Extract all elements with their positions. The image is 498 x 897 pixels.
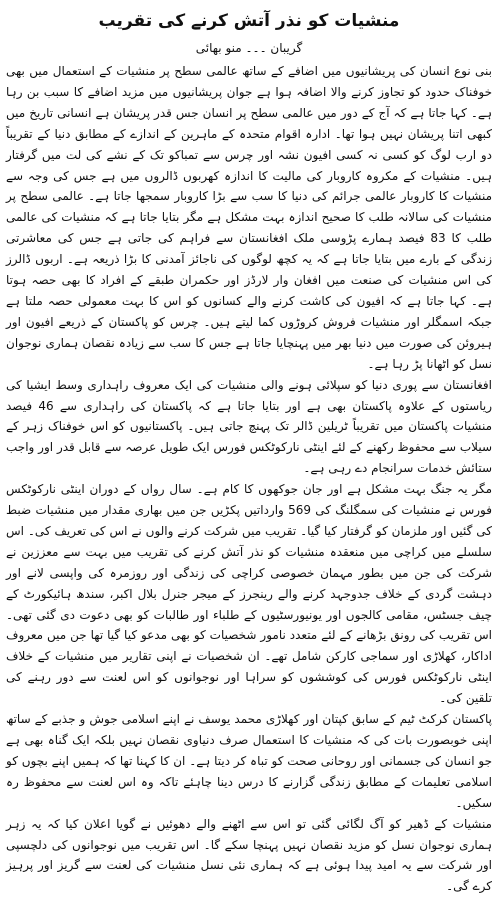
article-paragraph: بنی نوع انسان کی پریشانیوں میں اضافے کے ساتھ عالمی سطح پر منشیات کے استعمال میں بھی خوفناک حدود کو تجاوز کرنے والا اضافہ ہوا ہے جوان پریشانیوں میں مزید اضافے کا سبب بن رہا ہے۔ کہا جاتا ہے کہ آج کے دور میں عالمی سطح پر انسان جس قدر پریشان ہے انسانی تاریخ میں کبھی اتنا پریشان نہیں ہوا تھا۔ ادارہ اقوام متحدہ کے ماہرین کے اندازے کے مطابق دنیا کے تقریباً دو ارب لوگ کو کسی نہ کسی افیون نشہ اور چرس سے تمباکو تک کے نشے کی لت میں گرفتار ہیں۔ منشیات کے مکروہ کاروبار کی مالیت کا اندازہ کھربوں ڈالروں میں ہے جس کی وجہ سے منشیات کا کاروبار عالمی جرائم کی دنیا کا سب سے بڑا کاروبار سمجھا جاتا ہے۔ عالمی سطح پر منشیات کی سالانہ طلب کا صحیح اندازہ بہت مشکل ہے مگر بتایا جاتا ہے کہ منشیات کی عالمی طلب کا 83 فیصد ہمارے پڑوسی ملک افغانستان سے فراہم کی جاتی ہے جس کی معاشرتی زندگی کے بارے میں بتایا جاتا ہے کہ یہ کچھ لوگوں کی ناجائز آمدنی کا بڑا ذریعہ ہے۔ اربوں ڈالرز کی اس منشیات کی صنعت میں افغان وار لارڈز اور حکمران طبقے کے افراد کا بھی حصہ ہوتا ہے۔ کہا جاتا ہے کہ افیون کی کاشت کرنے والے کسانوں کو اس کا بہت معمولی حصہ ملتا ہے جبکہ اسمگلر اور منشیات فروش کروڑوں کما لیتے ہیں۔ چرس کو پاکستان کے ذریعے افیون اور ہیروئن کی صورت میں دنیا بھر میں پہنچایا جاتا ہے جس کا سب سے زیادہ نقصان ہماری نوجوان نسل کو اٹھانا پڑ رہا ہے۔ — [6, 64, 492, 371]
article-paragraph: مگر یہ جنگ بہت مشکل ہے اور جان جوکھوں کا کام ہے۔ سال رواں کے دوران اینٹی نارکوٹکس فورس نے منشیات کی سمگلنگ کی 569 وارداتیں پکڑیں جن میں بھاری مقدار میں منشیات ضبط کی گئیں اور ملزمان کو گرفتار کیا گیا۔ تقریب میں شرکت کرنے والوں نے اس کی تعریف کی۔ اس سلسلے میں کراچی میں منعقدہ منشیات کو نذر آتش کرنے کی تقریب میں بہت سے معززین نے شرکت کی جن میں بطور مہمان خصوصی کراچی کی زندگی اور روزمرہ کی واپسی لانے اور دہشت گردی کے خلاف جدوجہد کرنے والے رینجرز کے میجر جنرل بلال اکبر، سندھ ہائیکورٹ کے چیف جسٹس، مقامی کالجوں اور یونیورسٹیوں کے طلباء اور طالبات کو بھی دعوت دی گئی تھی۔ اس تقریب کی رونق بڑھانے کے لئے متعدد نامور شخصیات کو بھی مدعو کیا گیا تھا جن میں معروف اداکار، کھلاڑی اور سماجی کارکن شامل تھے۔ ان شخصیات نے اپنی تقاریر میں منشیات کے خلاف اینٹی نارکوٹکس فورس کی کوششوں کو سراہا اور نوجوانوں کو اس لعنت سے دور رہنے کی تلقین کی۔ — [6, 482, 492, 706]
article-paragraph: پاکستان کرکٹ ٹیم کے سابق کپتان اور کھلاڑی محمد یوسف نے اپنے اسلامی جوش و جذبے کے ساتھ اپنی خوبصورت بات کی کہ منشیات کا استعمال صرف دنیاوی نقصان نہیں بلکہ ایک گناہ بھی ہے جو انسان کی جسمانی اور روحانی صحت کو تباہ کر دیتا ہے۔ ان کا کہنا تھا کہ ہمیں اپنے بچوں کو اسلامی تعلیمات کے مطابق زندگی گزارنے کا درس دینا چاہئے تاکہ وہ اس لعنت سے محفوظ رہ سکیں۔ — [6, 712, 492, 810]
article-body — [6, 61, 492, 897]
article-title: منشیات کو نذر آتش کرنے کی تقریب — [98, 11, 400, 31]
article-byline: گریبان ۔۔۔ منو بھائی — [195, 41, 303, 55]
article-paragraph: افغانستان سے پوری دنیا کو سپلائی ہونے والی منشیات کی ایک معروف راہداری وسط ایشیا کی ریاستوں کے علاوہ پاکستان بھی ہے اور بتایا جاتا ہے کہ پاکستان کی راہداری سے 46 فیصد منشیات پاکستان میں تقریباً ٹریلین ڈالر تک پہنچ جاتی ہیں۔ پاکستانیوں کو اس خوفناک زہر کے سیلاب سے محفوظ رکھنے کے لئے اینٹی نارکوٹکس فورس ایک طویل عرصہ سے قابل قدر اور واجب ستائش خدمات سرانجام دے رہی ہے۔ — [6, 377, 492, 476]
article-paragraph: منشیات کے ڈھیر کو آگ لگائی گئی تو اس سے اٹھنے والے دھوئیں نے گویا اعلان کیا کہ یہ زہر ہماری نوجوان نسل کو مزید نقصان نہیں پہنچا سکے گا۔ اس تقریب میں نوجوانوں کی دلچسپی اور شرکت سے یہ امید پیدا ہوئی ہے کہ ہماری نئی نسل منشیات کی لعنت سے گریز اور پرہیز کرے گی۔ — [6, 816, 492, 894]
